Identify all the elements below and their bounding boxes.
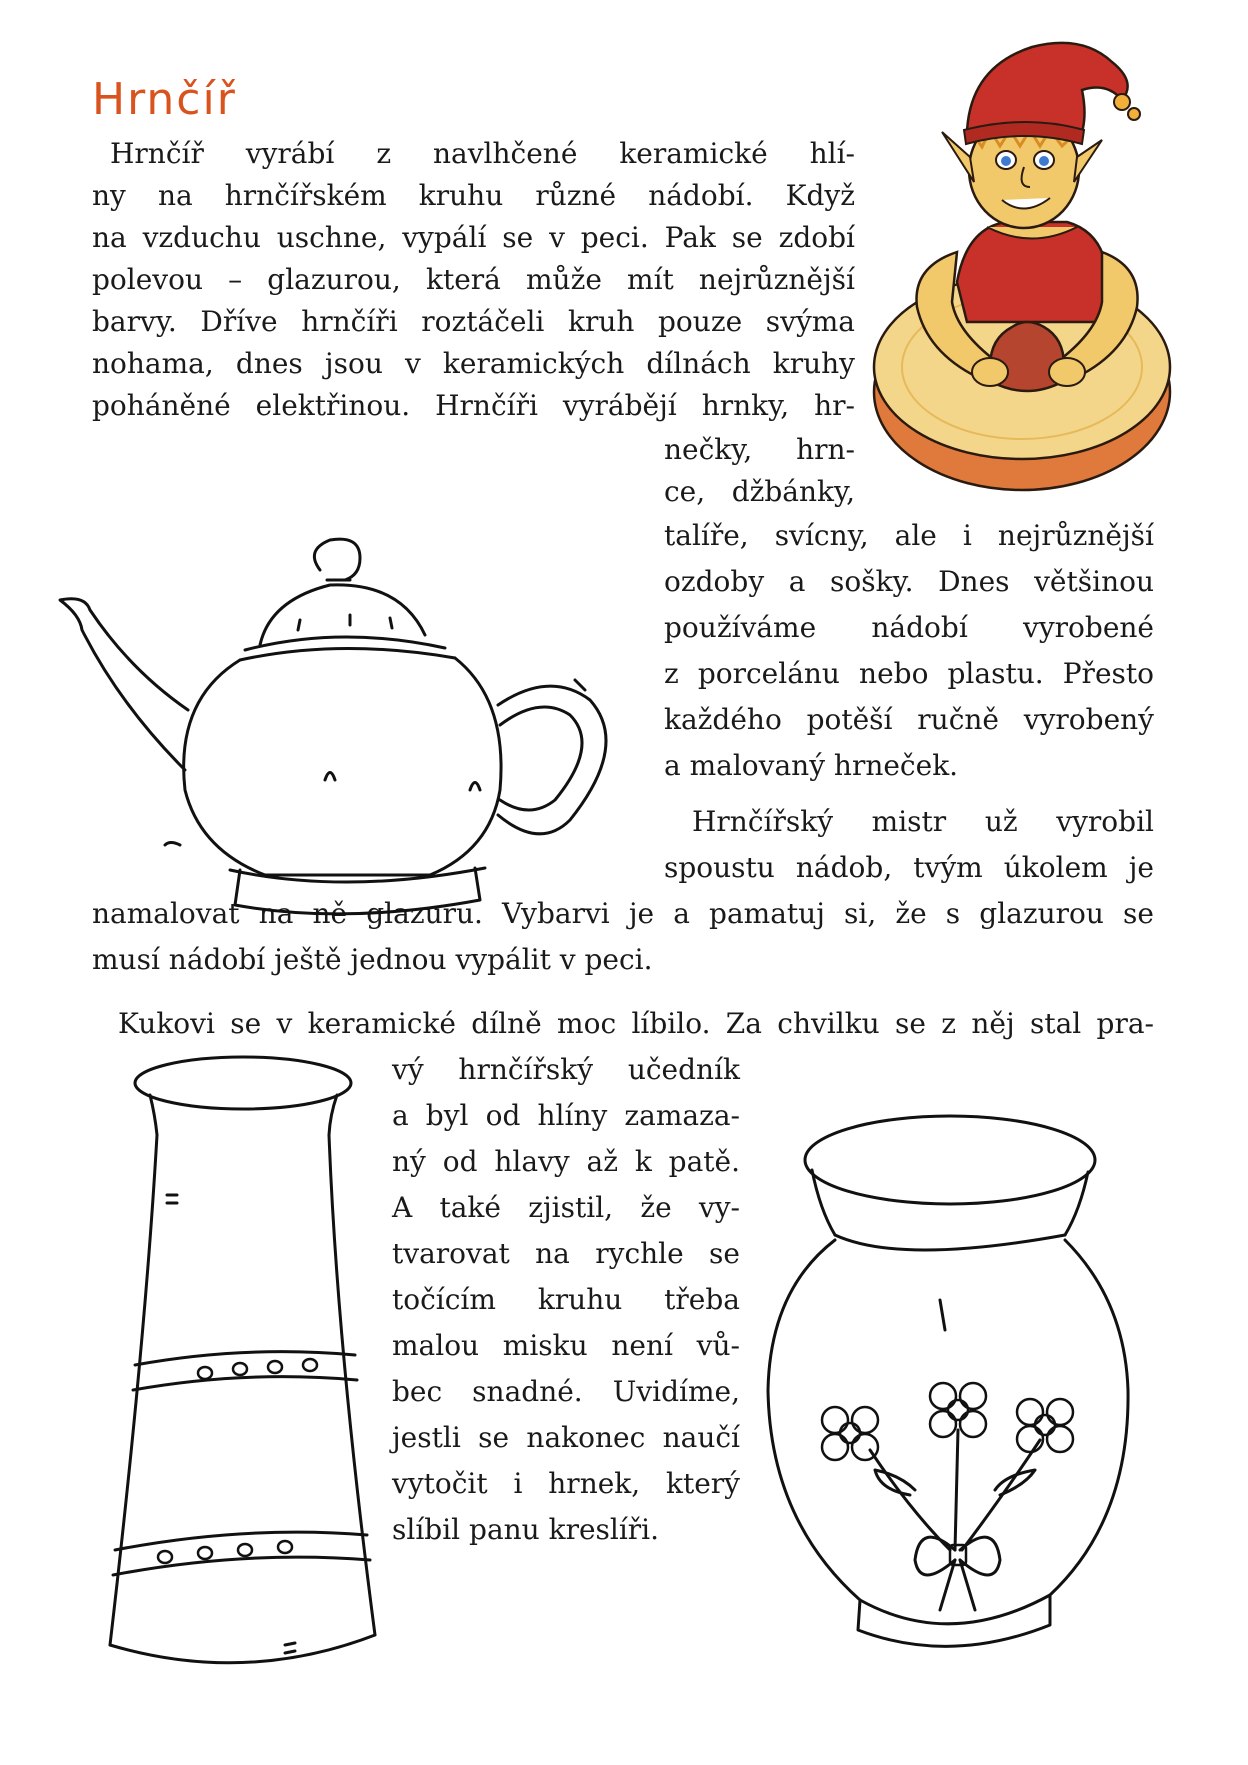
text-line: poháněné elektřinou. Hrnčíři vyrábějí hrnky, hr- (92, 389, 855, 422)
text-line: ný od hlavy až k patě. (392, 1145, 740, 1178)
text-line: točícím kruhu třeba (392, 1283, 740, 1316)
text-line: slíbil panu kreslíři. (392, 1513, 660, 1546)
teapot-illustration (30, 500, 660, 920)
text-line: jestli se nakonec naučí (392, 1421, 740, 1454)
page-title: Hrnčíř (92, 74, 237, 125)
text-line: Hrnčířský mistr už vyrobil (692, 805, 1154, 838)
tall-vase-illustration (105, 1045, 390, 1695)
text-line: namalovat na ně glazuru. Vybarvi je a pamatuj si, že s glazurou se (92, 897, 1154, 930)
gnome-potter-illustration (872, 22, 1182, 517)
text-line: Hrnčíř vyrábí z navlhčené keramické hlí- (110, 137, 855, 170)
text-line: a byl od hlíny zamaza- (392, 1099, 740, 1132)
text-line: Kukovi se v keramické dílně moc líbilo. Za chvilku se z něj stal pra- (118, 1007, 1154, 1040)
text-line: bec snadné. Uvidíme, (392, 1375, 740, 1408)
text-line: na vzduchu uschne, vypálí se v peci. Pak se zdobí (92, 221, 855, 254)
text-line: malou misku není vů- (392, 1329, 740, 1362)
text-line: z porcelánu nebo plastu. Přesto (664, 657, 1154, 690)
text-line: barvy. Dříve hrnčíři roztáčeli kruh pouze svýma (92, 305, 855, 338)
text-line: ce, džbánky, (664, 475, 855, 508)
text-line: ny na hrnčířském kruhu různé nádobí. Když (92, 179, 855, 212)
text-line: a malovaný hrneček. (664, 749, 959, 782)
text-line: tvarovat na rychle se (392, 1237, 740, 1270)
text-line: nečky, hrn- (664, 433, 855, 466)
text-line: polevou – glazurou, která může mít nejrůznější (92, 263, 855, 296)
text-line: nohama, dnes jsou v keramických dílnách kruhy (92, 347, 855, 380)
text-line: vytočit i hrnek, který (392, 1467, 740, 1500)
text-line: každého potěší ručně vyrobený (664, 703, 1154, 736)
text-line: spoustu nádob, tvým úkolem je (664, 851, 1154, 884)
text-line: vý hrnčířský učedník (392, 1053, 740, 1086)
text-line: A také zjistil, že vy- (392, 1191, 740, 1224)
text-line: talíře, svícny, ale i nejrůznější (664, 519, 1154, 552)
flower-pot-illustration (750, 1090, 1140, 1700)
text-line: používáme nádobí vyrobené (664, 611, 1154, 644)
text-line: musí nádobí ještě jednou vypálit v peci. (92, 943, 653, 976)
text-line: ozdoby a sošky. Dnes většinou (664, 565, 1154, 598)
